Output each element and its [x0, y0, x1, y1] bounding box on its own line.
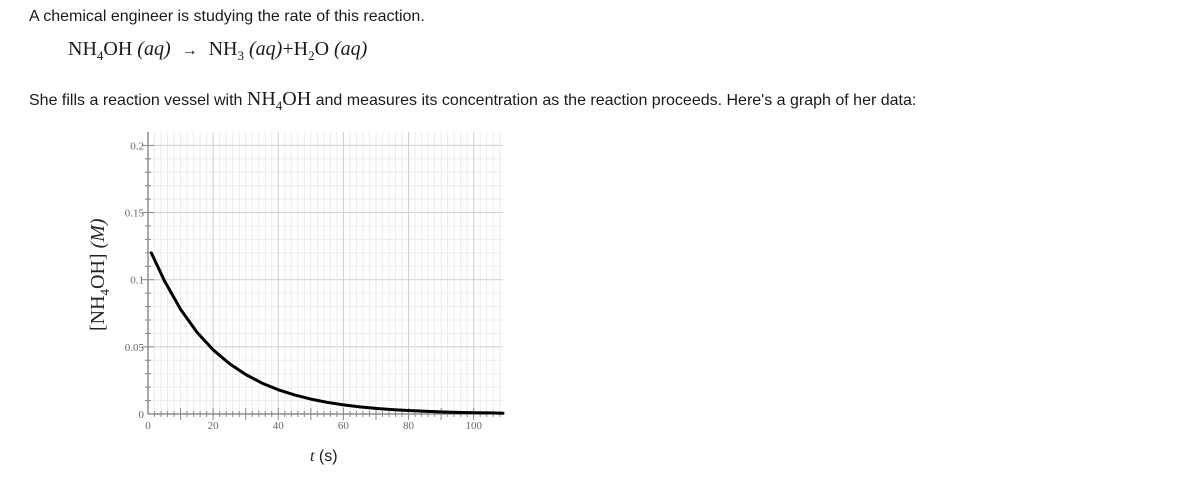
x-tick-label: 60: [337, 420, 349, 432]
y-label-sub: 4: [97, 288, 112, 296]
reaction-arrow: →: [181, 42, 198, 59]
product2-formula: $H_2O$: [293, 38, 330, 63]
y-axis-label-text: [87, 218, 112, 331]
major-grid: [148, 132, 503, 414]
x-tick-label: 100: [465, 420, 482, 432]
x-tick-label: 0: [145, 420, 151, 432]
axes: [142, 132, 503, 420]
y-tick-label: 0.15: [124, 207, 144, 220]
x-tick-label: 80: [403, 420, 415, 432]
y-label-unit: (M): [87, 218, 109, 249]
sentence-after: and measures its concentration as the reaction proceeds. Here's a graph of her data:: [311, 92, 917, 109]
minor-grid: [148, 132, 503, 414]
y-tick-label: 0: [138, 409, 144, 421]
x-tick-label: 20: [207, 420, 219, 432]
plus-sign: +: [282, 38, 294, 60]
product1-formula: $NH_3$: [208, 38, 244, 63]
x-tick-label: 40: [272, 420, 284, 432]
sentence-formula: $NH_4OH$: [246, 88, 312, 113]
x-axis-label: [310, 448, 338, 466]
tick-labels: [125, 140, 483, 432]
y-axis-label: [87, 218, 112, 331]
y-label-open: [NH: [87, 295, 109, 331]
product2-state: (aq): [334, 38, 368, 60]
product1-state: (aq): [249, 38, 283, 60]
reactant-formula: $NH_4OH$: [68, 38, 133, 63]
x-label-variable: t: [310, 448, 315, 465]
y-tick-label: 0.2: [130, 140, 144, 153]
reactant-state: (aq): [137, 38, 171, 60]
x-label-unit: (s): [318, 448, 338, 465]
y-label-close: OH]: [87, 248, 109, 289]
sentence-before: She fills a reaction vessel with: [29, 92, 247, 109]
y-tick-label: 0.1: [130, 274, 144, 287]
intro-text: A chemical engineer is studying the rate of this reaction.: [29, 8, 425, 25]
y-tick-label: 0.05: [124, 341, 144, 354]
